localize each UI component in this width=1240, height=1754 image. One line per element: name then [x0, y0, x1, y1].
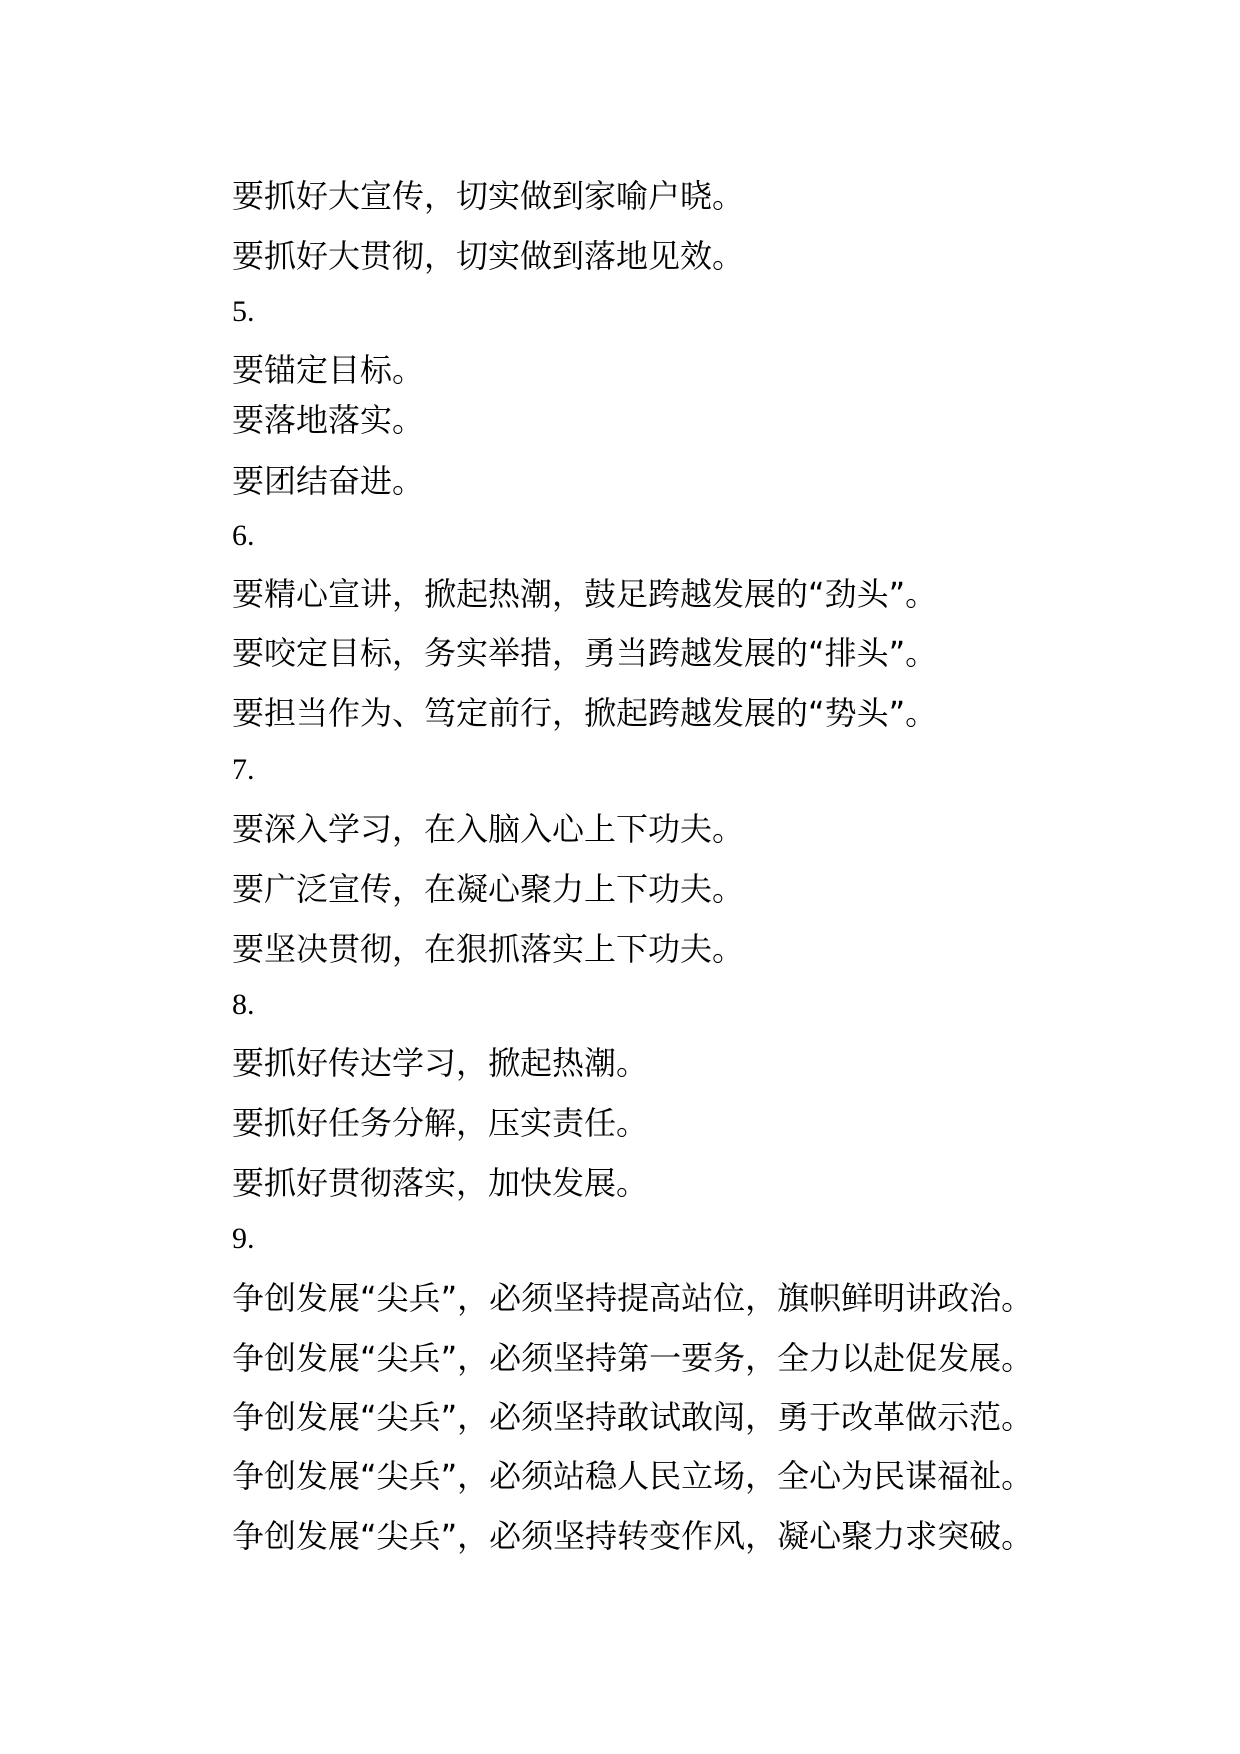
section-number: 5. [232, 295, 255, 328]
text-line: 争创发展“尖兵”，必须坚持提高站位，旗帜鲜明讲政治。 [232, 1279, 1034, 1317]
text-line: 要抓好传达学习，掀起热潮。 [232, 1044, 649, 1082]
text-line: 要广泛宣传，在凝心聚力上下功夫。 [232, 870, 745, 908]
section-number: 9. [232, 1222, 255, 1255]
section-number: 8. [232, 988, 255, 1021]
text-line: 要抓好大宣传，切实做到家喻户晓。 [232, 177, 745, 215]
text-line: 要抓好贯彻落实，加快发展。 [232, 1164, 649, 1202]
text-line: 要精心宣讲，掀起热潮，鼓足跨越发展的“劲头”。 [232, 575, 938, 613]
text-line: 争创发展“尖兵”，必须站稳人民立场，全心为民谋福祉。 [232, 1457, 1034, 1495]
text-line: 要抓好任务分解，压实责任。 [232, 1104, 649, 1142]
text-line: 要深入学习，在入脑入心上下功夫。 [232, 810, 745, 848]
text-line: 要坚决贯彻，在狠抓落实上下功夫。 [232, 930, 745, 968]
text-line: 要锚定目标。 [232, 351, 425, 389]
text-line: 争创发展“尖兵”，必须坚持转变作风，凝心聚力求突破。 [232, 1517, 1034, 1555]
text-line: 要抓好大贯彻，切实做到落地见效。 [232, 237, 745, 275]
section-number: 7. [232, 753, 255, 786]
text-line: 要担当作为、笃定前行，掀起跨越发展的“势头”。 [232, 694, 938, 732]
section-number: 6. [232, 519, 255, 552]
text-line: 争创发展“尖兵”，必须坚持第一要务，全力以赴促发展。 [232, 1339, 1034, 1377]
text-line: 要咬定目标，务实举措，勇当跨越发展的“排头”。 [232, 634, 938, 672]
text-line: 要团结奋进。 [232, 462, 425, 500]
text-line: 争创发展“尖兵”，必须坚持敢试敢闯，勇于改革做示范。 [232, 1398, 1034, 1436]
text-line: 要落地落实。 [232, 401, 425, 439]
